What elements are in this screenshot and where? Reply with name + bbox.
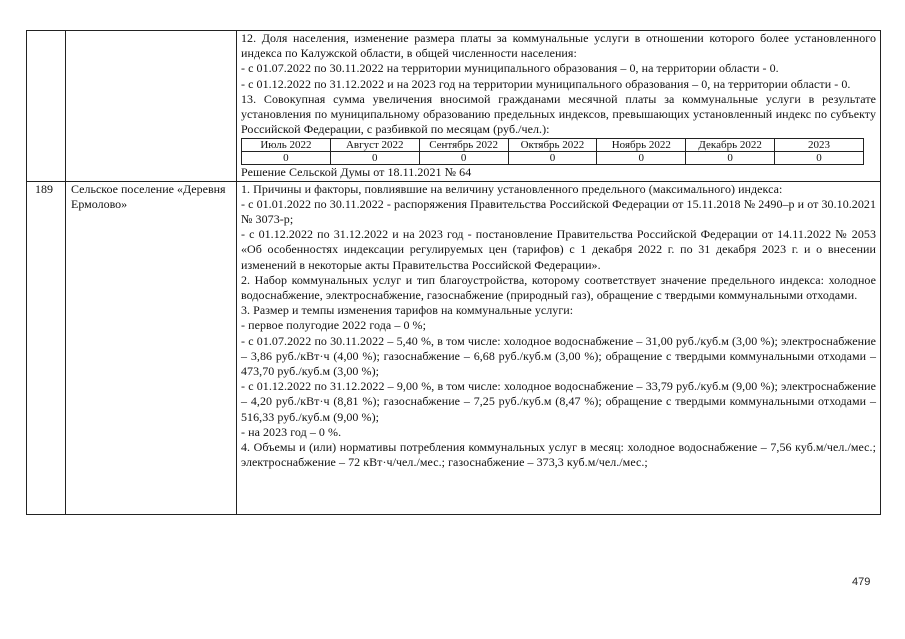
month-value: 0 xyxy=(597,152,686,165)
municipality-cell xyxy=(66,181,237,514)
paragraph-tariff-dec: - с 01.12.2022 по 31.12.2022 – 9,00 %, в том числе: холодное водоснабжение – 33,79 руб./куб.м (9,00 %); электроснабжение – 4,20 руб./кВт·ч (8,81 %); газоснабжение – 7,25 руб./куб.м (8,47 %); обращение с твердыми коммунальными отходами – 516,33 руб./куб.м (9,00 %); xyxy=(241,379,876,424)
month-value: 0 xyxy=(419,152,508,165)
municipality-cell xyxy=(66,31,237,182)
month-header: Октябрь 2022 xyxy=(508,139,597,152)
details-cell xyxy=(237,181,881,514)
month-value: 0 xyxy=(775,152,864,165)
row-number-cell xyxy=(27,31,66,182)
month-header: Ноябрь 2022 xyxy=(597,139,686,152)
paragraph-services-set: 2. Набор коммунальных услуг и тип благоустройства, которому соответствует значение предельного индекса: холодное водоснабжение, электроснабжение, газоснабжение (природный газ), обращение с твердыми коммунальными отходами. xyxy=(241,272,876,303)
paragraph-consumption: 4. Объемы и (или) нормативы потребления коммунальных услуг в месяц: холодное водоснабжение – 7,56 куб.м/чел./мес.; электроснабжение – 72 кВт·ч/чел./мес.; газоснабжение – 373,3 куб.м/чел./мес.; xyxy=(241,440,876,470)
paragraph-reasons-period-2: - с 01.12.2022 по 31.12.2022 и на 2023 год - постановление Правительства Российской Федерации от 14.11.2022 № 2053 «Об особенностях индексации регулируемых цен (тарифов) с 1 декабря 2022 г. по 31 декабря 2023 г. и о внесении изменений в некоторые акты Правительства Российской Федерации». xyxy=(241,227,876,272)
month-header: Сентябрь 2022 xyxy=(419,139,508,152)
paragraph-share-population: 12. Доля населения, изменение размера платы за коммунальные услуги в отношении которого более установленного индекса по Калужской области, в общей численности населения: xyxy=(241,31,876,61)
paragraph-period-2: - с 01.12.2022 по 31.12.2022 и на 2023 год на территории муниципального образования – 0, на территории области - 0. xyxy=(241,76,851,91)
month-header: 2023 xyxy=(775,139,864,152)
paragraph-reasons-period-1: - с 01.01.2022 по 30.11.2022 - распоряжения Правительства Российской Федерации от 15.11.2018 № 2490–р и от 30.10.2021 № 3073-р; xyxy=(241,196,876,227)
paragraph-tariff-heading: 3. Размер и темпы изменения тарифов на коммунальные услуги: xyxy=(241,303,574,318)
paragraph-reasons: 1. Причины и факторы, повлиявшие на величину установленного предельного (максимального) индекса: xyxy=(241,181,783,196)
row-number-cell xyxy=(27,181,66,514)
paragraph-tariff-2023: - на 2023 год – 0 %. xyxy=(241,424,342,439)
table-row-prev xyxy=(27,31,881,182)
month-header: Август 2022 xyxy=(330,139,419,152)
month-header: Декабрь 2022 xyxy=(686,139,775,152)
month-header: Июль 2022 xyxy=(242,139,331,152)
regulation-table xyxy=(26,30,881,515)
paragraph-tariff-h1: - первое полугодие 2022 года – 0 %; xyxy=(241,318,426,333)
paragraph-period-1: - с 01.07.2022 по 30.11.2022 на территории муниципального образования – 0, на территории области - 0. xyxy=(241,61,779,76)
council-decision: Решение Сельской Думы от 18.11.2021 № 64 xyxy=(241,165,472,180)
month-value: 0 xyxy=(242,152,331,165)
page-number: 479 xyxy=(852,576,871,588)
details-content xyxy=(237,182,880,514)
month-value: 0 xyxy=(330,152,419,165)
municipality-name: Сельское поселение «Деревня Ермолово» xyxy=(71,181,226,211)
details-cell xyxy=(237,31,881,182)
months-values-row xyxy=(242,152,864,165)
month-value: 0 xyxy=(686,152,775,165)
table-row-189 xyxy=(27,181,881,514)
row-number: 189 xyxy=(35,181,53,196)
month-value: 0 xyxy=(508,152,597,165)
monthly-increase-table xyxy=(241,138,864,165)
paragraph-tariff-jul-nov: - с 01.07.2022 по 30.11.2022 – 5,40 %, в том числе: холодное водоснабжение – 31,00 руб./куб.м (3,00 %); электроснабжение – 3,86 руб./кВт·ч (4,00 %); газоснабжение – 6,68 руб./куб.м (3,00 %); обращение с твердыми коммунальными отходами – 473,70 руб./куб.м (3,00 %); xyxy=(241,333,876,379)
months-header-row xyxy=(242,139,864,152)
paragraph-total-increase: 13. Совокупная сумма увеличения вносимой гражданами месячной платы за коммунальные услуги в результате установления по муниципальному образованию предельных индексов, превышающих установленный индекс по субъекту Российской Федерации, с разбивкой по месяцам (руб./чел.): xyxy=(241,91,876,137)
